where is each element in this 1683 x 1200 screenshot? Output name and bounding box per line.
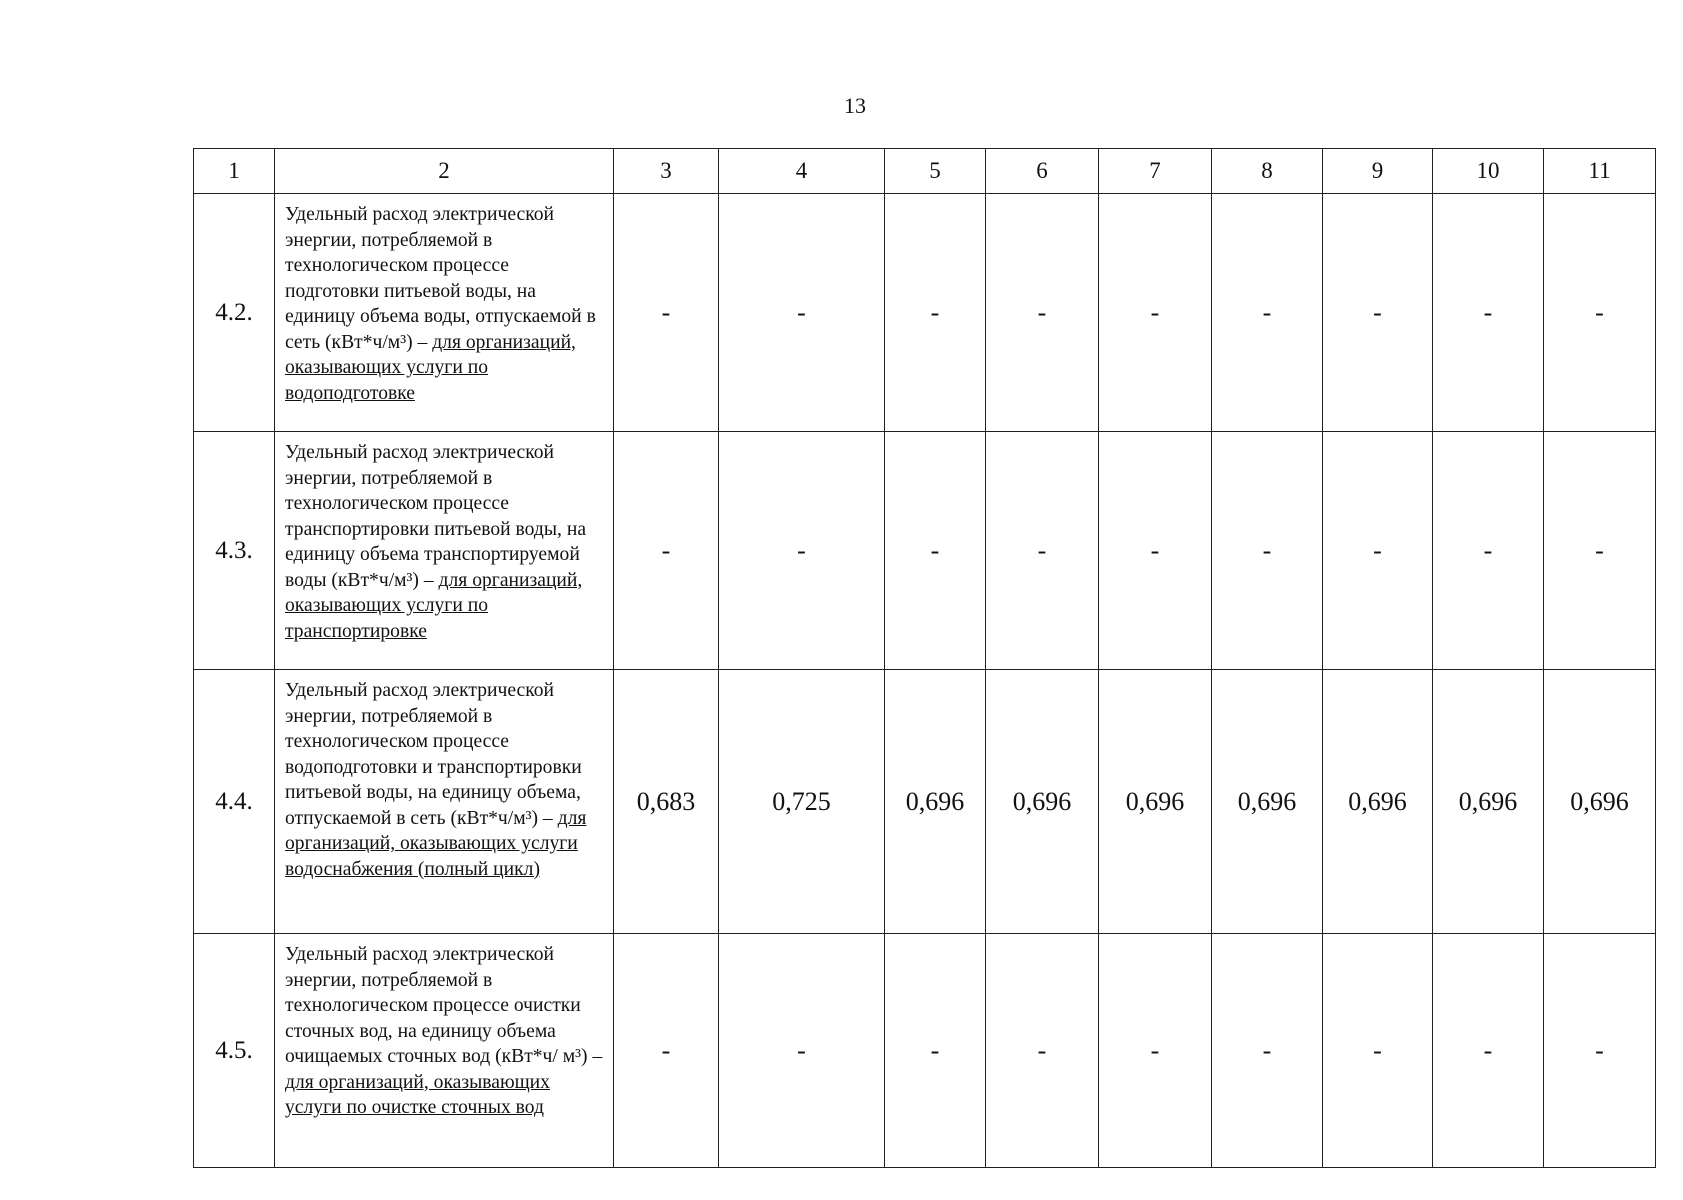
description-underlined-text: для организаций, оказывающих услуги по очистке сточных вод	[285, 1071, 550, 1118]
value-cell: 0,696	[1099, 670, 1212, 934]
row-number: 4.2.	[194, 194, 275, 432]
value-cell: -	[1099, 194, 1212, 432]
value-cell: -	[719, 432, 885, 670]
row-description	[275, 670, 614, 934]
description-underlined-text: для организаций, оказывающих услуги по транспортировке	[285, 569, 583, 642]
value-cell: -	[1099, 432, 1212, 670]
value-cell: -	[986, 934, 1099, 1168]
page-number: 13	[844, 93, 866, 118]
value-cell: 0,696	[1323, 670, 1433, 934]
header-cell: 4	[719, 149, 885, 194]
value-cell: -	[1212, 934, 1323, 1168]
description-text: Удельный расход электрической энергии, потребляемой в технологическом процессе водоподготовки и транспортировки питьевой воды, на единицу объема, отпускаемой в сеть (кВт*ч/м³) –	[285, 680, 582, 829]
table-row	[194, 432, 1656, 670]
value-cell: -	[1433, 432, 1544, 670]
description-text: Удельный расход электрической энергии, потребляемой в технологическом процессе подготовки питьевой воды, на единицу объема воды, отпускаемой в сеть (кВт*ч/м³) –	[285, 204, 596, 353]
header-cell: 3	[614, 149, 719, 194]
value-cell: -	[1544, 194, 1656, 432]
value-cell: 0,696	[986, 670, 1099, 934]
value-cell: 0,696	[885, 670, 986, 934]
header-cell: 10	[1433, 149, 1544, 194]
value-cell: -	[1212, 432, 1323, 670]
value-cell: 0,696	[1212, 670, 1323, 934]
value-cell: -	[885, 194, 986, 432]
value-cell: -	[986, 194, 1099, 432]
value-cell: -	[1099, 934, 1212, 1168]
value-cell: -	[614, 934, 719, 1168]
value-cell: -	[614, 194, 719, 432]
value-cell: -	[885, 432, 986, 670]
table-row	[194, 670, 1656, 934]
header-cell: 6	[986, 149, 1099, 194]
row-number: 4.4.	[194, 670, 275, 934]
header-cell: 1	[194, 149, 275, 194]
description-underlined-text: для организаций, оказывающих услуги водоснабжения (полный цикл)	[285, 807, 587, 880]
header-cell: 7	[1099, 149, 1212, 194]
indicators-table	[193, 148, 1656, 1168]
value-cell: -	[1323, 194, 1433, 432]
description-text: Удельный расход электрической энергии, потребляемой в технологическом процессе очистки сточных вод, на единицу объема очищаемых сточных вод (кВт*ч/ м³) –	[285, 944, 603, 1067]
header-cell: 8	[1212, 149, 1323, 194]
row-number: 4.3.	[194, 432, 275, 670]
row-description	[275, 934, 614, 1168]
header-cell: 5	[885, 149, 986, 194]
row-description	[275, 432, 614, 670]
value-cell: -	[986, 432, 1099, 670]
value-cell: -	[1433, 934, 1544, 1168]
value-cell: 0,696	[1544, 670, 1656, 934]
value-cell: 0,683	[614, 670, 719, 934]
value-cell: -	[719, 934, 885, 1168]
value-cell: 0,725	[719, 670, 885, 934]
value-cell: -	[1323, 934, 1433, 1168]
table-row	[194, 934, 1656, 1168]
value-cell: -	[1544, 432, 1656, 670]
value-cell: -	[614, 432, 719, 670]
header-cell: 9	[1323, 149, 1433, 194]
value-cell: -	[1212, 194, 1323, 432]
value-cell: 0,696	[1433, 670, 1544, 934]
value-cell: -	[1544, 934, 1656, 1168]
value-cell: -	[719, 194, 885, 432]
description-text: Удельный расход электрической энергии, потребляемой в технологическом процессе транспортировки питьевой воды, на единицу объема транспортируемой воды (кВт*ч/м³) –	[285, 442, 587, 591]
row-description	[275, 194, 614, 432]
value-cell: -	[1323, 432, 1433, 670]
description-underlined-text: для организаций, оказывающих услуги по водоподготовке	[285, 331, 576, 404]
table-row	[194, 194, 1656, 432]
header-cell: 2	[275, 149, 614, 194]
table-header-row	[194, 149, 1656, 194]
value-cell: -	[1433, 194, 1544, 432]
value-cell: -	[885, 934, 986, 1168]
header-cell: 11	[1544, 149, 1656, 194]
row-number: 4.5.	[194, 934, 275, 1168]
